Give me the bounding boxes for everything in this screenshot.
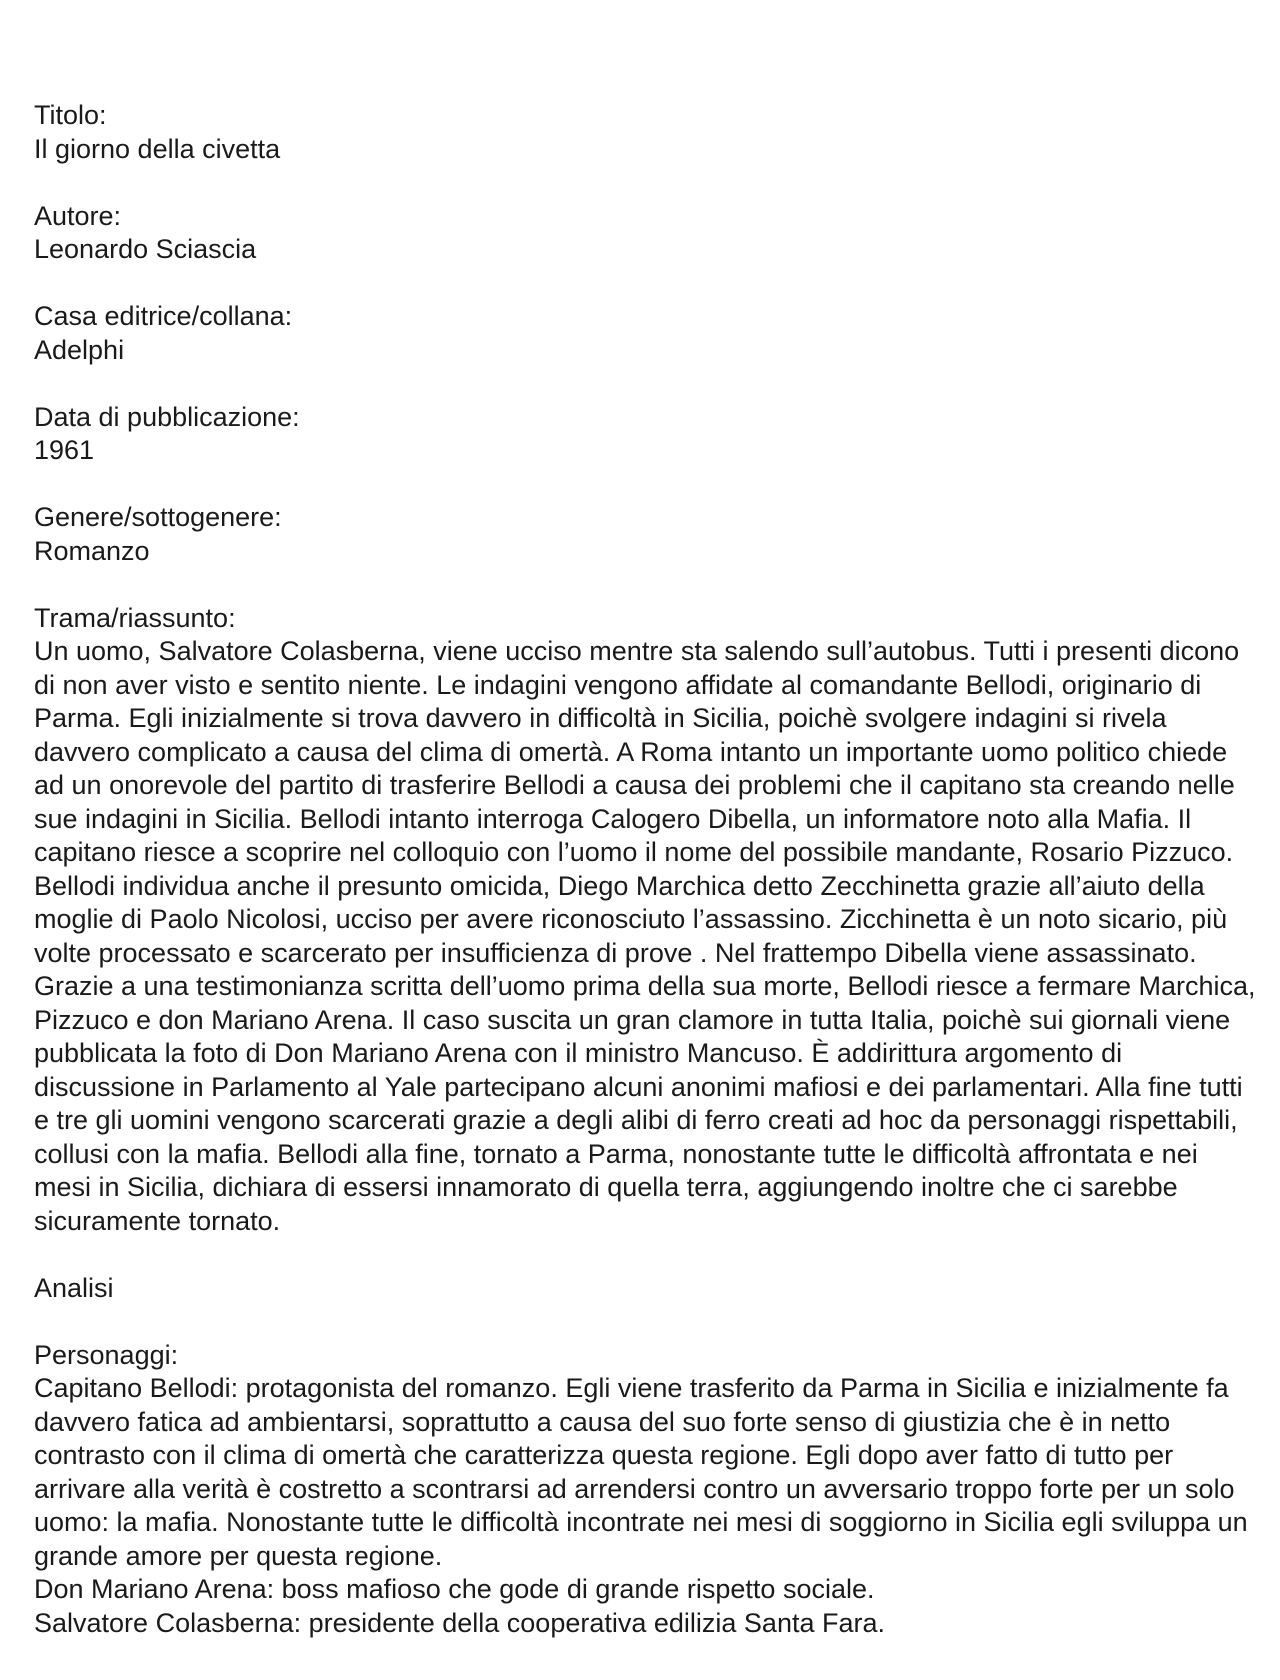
document-page bbox=[34, 99, 1258, 1674]
character-entry-arena: Don Mariano Arena: boss mafioso che gode di grande rispetto sociale. bbox=[34, 1574, 875, 1604]
publisher-label: Casa editrice/collana: bbox=[34, 301, 293, 331]
characters-label: Personaggi: bbox=[34, 1339, 179, 1370]
analysis-heading: Analisi bbox=[34, 1272, 114, 1303]
title-label: Titolo: bbox=[34, 100, 107, 130]
characters-section bbox=[34, 1339, 1258, 1641]
author-value: Leonardo Sciascia bbox=[34, 234, 257, 264]
genre-value: Romanzo bbox=[34, 535, 150, 566]
date-label: Data di pubblicazione: bbox=[34, 401, 300, 432]
character-entry-bellodi: Capitano Bellodi: protagonista del romanzo. Egli viene trasferito da Parma in Sicilia e inizialmente fa davvero fatica ad ambientarsi, soprattutto a causa del suo forte senso di giustizia che è in netto contrasto con il clima di omertà che caratterizza questa regione. Egli dopo aver fatto di tutto per arrivare alla verità è costretto a scontrarsi ad arrendersi contro un avversario troppo forte per un solo uomo: la mafia. Nonostante tutte le difficoltà incontrate nei mesi di soggiorno in Sicilia egli sviluppa un grande amore per questa regione. bbox=[34, 1373, 1248, 1571]
genre-label: Genere/sottogenere: bbox=[34, 502, 282, 532]
genre-section bbox=[34, 501, 1258, 568]
publisher-value: Adelphi bbox=[34, 334, 125, 365]
date-value: 1961 bbox=[34, 435, 95, 465]
publisher-section bbox=[34, 300, 1258, 367]
author-label: Autore: bbox=[34, 200, 122, 231]
author-section bbox=[34, 200, 1258, 267]
character-entry-colasberna: Salvatore Colasberna: presidente della cooperativa edilizia Santa Fara. bbox=[34, 1607, 886, 1638]
analysis-section bbox=[34, 1272, 1258, 1306]
title-value: Il giorno della civetta bbox=[34, 133, 281, 164]
date-section bbox=[34, 401, 1258, 468]
plot-label: Trama/riassunto: bbox=[34, 602, 236, 633]
plot-section bbox=[34, 602, 1258, 1239]
title-section bbox=[34, 99, 1258, 166]
plot-text: Un uomo, Salvatore Colasberna, viene ucciso mentre sta salendo sull’autobus. Tutti i presenti dicono di non aver visto e sentito niente. Le indagini vengono affidate al comandante Bellodi, originario di Parma. Egli inizialmente si trova davvero in difficoltà in Sicilia, poichè svolgere indagini si rivela davvero complicato a causa del clima di omertà. A Roma intanto un importante uomo politico chiede ad un onorevole del partito di trasferire Bellodi a causa dei problemi che il capitano sta creando nelle sue indagini in Sicilia. Bellodi intanto interroga Calogero Dibella, un informatore noto alla Mafia. Il capitano riesce a scoprire nel colloquio con l’uomo il nome del possibile mandante, Rosario Pizzuco. Bellodi individua anche il presunto omicida, Diego Marchica detto Zecchinetta grazie all’aiuto della moglie di Paolo Nicolosi, ucciso per avere riconosciuto l’assassino. Zicchinetta è un noto sicario, più volte processato e scarcerato per insufficienza di prove . Nel frattempo Dibella viene assassinato. Grazie a una testimonianza scritta dell’uomo prima della sua morte, Bellodi riesce a fermare Marchica, Pizzuco e don Mariano Arena. Il caso suscita un gran clamore in tutta Italia, poichè sui giornali viene pubblicata la foto di Don Mariano Arena con il ministro Mancuso. È addirittura argomento di discussione in Parlamento al Yale partecipano alcuni anonimi mafiosi e dei parlamentari. Alla fine tutti e tre gli uomini vengono scarcerati grazie a degli alibi di ferro creati ad hoc da personaggi rispettabili, collusi con la mafia. Bellodi alla fine, tornato a Parma, nonostante tutte le difficoltà affrontata e nei mesi in Sicilia, dichiara di essersi innamorato di quella terra, aggiungendo inoltre che ci sarebbe sicuramente tornato. bbox=[34, 636, 1256, 1236]
